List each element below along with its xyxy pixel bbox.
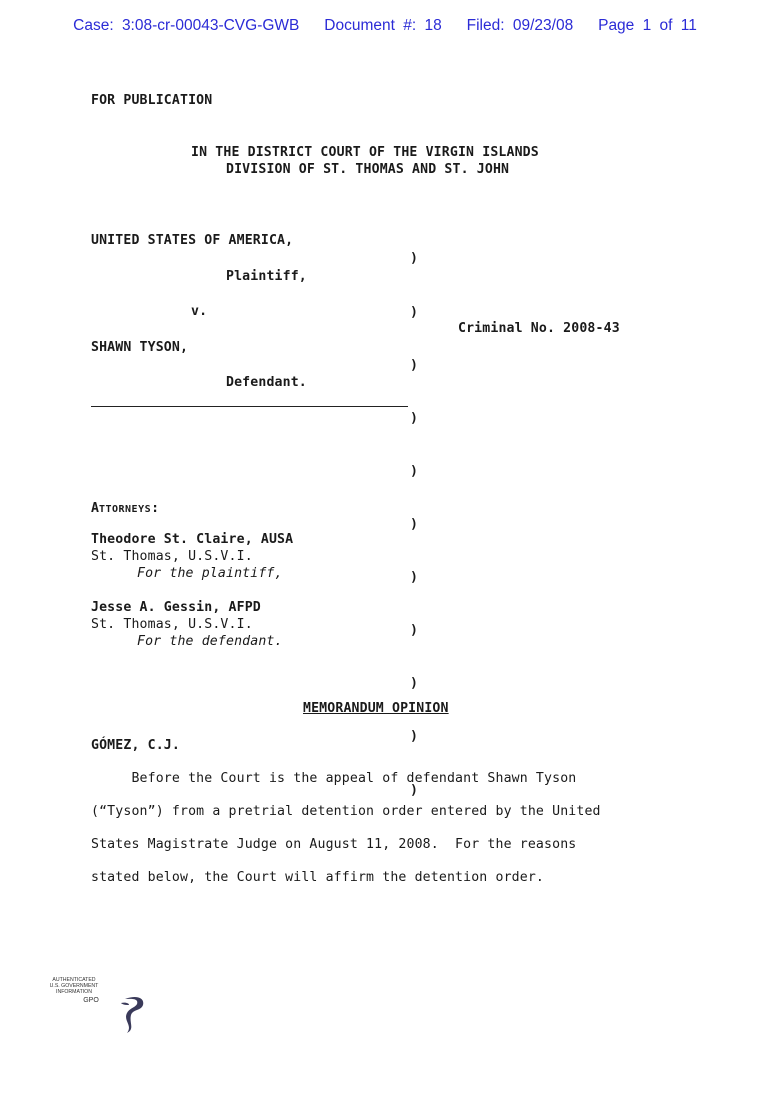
gpo-logo-line: AUTHENTICATED	[52, 977, 96, 983]
paren: )	[410, 251, 418, 267]
court-name-line: IN THE DISTRICT COURT OF THE VIRGIN ISLANDS	[191, 145, 539, 160]
versus-label: v.	[191, 304, 208, 319]
paren: )	[410, 357, 418, 373]
judge-name: GÓMEZ, C.J.	[91, 738, 180, 753]
gpo-logo-label: GPO	[83, 997, 99, 1004]
attorneys-heading	[91, 497, 159, 516]
opinion-paragraph-line: stated below, the Court will affirm the detention order.	[91, 870, 545, 885]
case-header-stamp: Case: 3:08-cr-00043-CVG-GWB Document #: 18 Filed: 09/23/08 Page 1 of 11	[73, 17, 697, 34]
attorneys-heading-colon: :	[151, 501, 160, 516]
opinion-paragraph-line: (“Tyson”) from a pretrial detention order entered by the United	[91, 804, 601, 819]
paren: )	[410, 410, 418, 426]
paren: )	[410, 304, 418, 320]
paren: )	[410, 782, 418, 798]
case-number: Criminal No. 2008-43	[458, 321, 620, 336]
opinion-paragraph-line: Before the Court is the appeal of defendant Shawn Tyson	[91, 771, 577, 786]
plaintiff-attorney-name: Theodore St. Claire, AUSA	[91, 532, 294, 547]
caption-paren-column	[410, 215, 426, 817]
paren: )	[410, 570, 418, 586]
attorneys-heading-rest: TTORNEYS	[98, 504, 152, 515]
gpo-authentication-logo	[44, 974, 134, 1016]
defendant-attorney-location: St. Thomas, U.S.V.I.	[91, 617, 253, 632]
gpo-eagle-icon	[63, 993, 153, 1035]
attorneys-heading-initial: A	[91, 501, 99, 516]
plaintiff-attorney-role: For the plaintiff,	[137, 566, 283, 581]
court-division-line: DIVISION OF ST. THOMAS AND ST. JOHN	[226, 162, 510, 177]
defendant-role: Defendant.	[226, 375, 307, 390]
paren: )	[410, 729, 418, 745]
publication-label: FOR PUBLICATION	[91, 93, 213, 108]
opinion-paragraph-line: States Magistrate Judge on August 11, 2008. For the reasons	[91, 837, 577, 852]
defendant-name: SHAWN TYSON,	[91, 340, 189, 355]
gpo-logo-line: INFORMATION	[56, 989, 92, 995]
plaintiff-name: UNITED STATES OF AMERICA,	[91, 233, 294, 248]
opinion-title: MEMORANDUM OPINION	[303, 701, 449, 716]
plaintiff-role: Plaintiff,	[226, 269, 307, 284]
caption-rule	[91, 406, 408, 407]
paren: )	[410, 516, 418, 532]
paren: )	[410, 623, 418, 639]
paren: )	[410, 676, 418, 692]
paren: )	[410, 463, 418, 479]
defendant-attorney-name: Jesse A. Gessin, AFPD	[91, 600, 261, 615]
defendant-attorney-role: For the defendant.	[137, 634, 283, 649]
gpo-logo-line: U.S. GOVERNMENT	[49, 983, 99, 989]
plaintiff-attorney-location: St. Thomas, U.S.V.I.	[91, 549, 253, 564]
